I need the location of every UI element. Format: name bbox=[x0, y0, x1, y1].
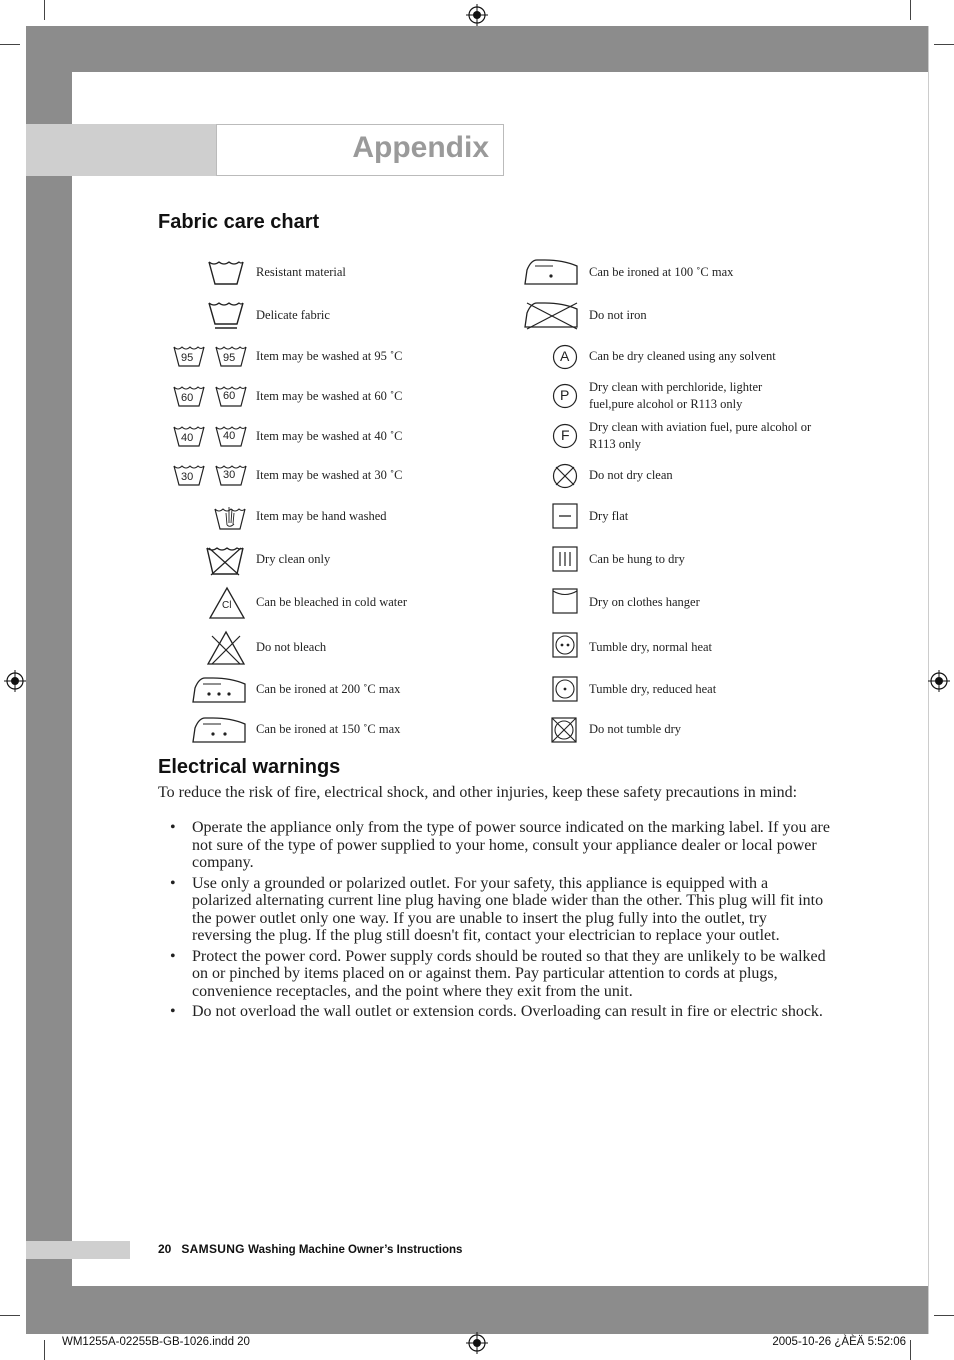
do-not-iron-icon bbox=[523, 299, 579, 331]
list-item bbox=[158, 875, 830, 945]
care-label: Item may be washed at 30 ˚C bbox=[256, 468, 403, 482]
iron-two-dots-icon bbox=[191, 716, 247, 744]
footer-band bbox=[26, 1241, 130, 1259]
wash-temperature: 30 bbox=[223, 469, 236, 481]
bullet: • bbox=[170, 1003, 176, 1020]
title-band bbox=[26, 124, 216, 176]
wash-temperature: 95 bbox=[223, 352, 236, 364]
circle-p-icon bbox=[552, 383, 578, 409]
hand-wash-icon bbox=[214, 501, 246, 531]
bullet: • bbox=[170, 947, 176, 965]
warning-text: Operate the appliance only from the type of power source indicated on the marking label. If you are not sure of the type of power supplied to your home, consult your appliance dealer or local power company. bbox=[192, 819, 830, 871]
hang-dry-icon bbox=[552, 546, 578, 572]
care-label: Can be ironed at 150 ˚C max bbox=[256, 722, 401, 736]
solvent-letter: F bbox=[561, 427, 570, 443]
care-label: Do not iron bbox=[589, 308, 647, 322]
care-label: Delicate fabric bbox=[256, 308, 330, 322]
care-label: Can be ironed at 200 ˚C max bbox=[256, 682, 401, 696]
wash-40-icon bbox=[215, 424, 247, 448]
care-label: Dry on clothes hanger bbox=[589, 595, 700, 609]
warning-text: Protect the power cord. Power supply cords should be routed so that they are unlikely to be walked on or pinched by items placed on or against them. Pay particular attention to cords at plugs, convenience receptacles, and the point where they exit from the unit. bbox=[192, 947, 826, 1000]
care-label: Do not bleach bbox=[256, 640, 327, 654]
crop-mark bbox=[910, 1340, 911, 1360]
crop-mark bbox=[934, 44, 954, 45]
solvent-letter: A bbox=[560, 348, 570, 364]
care-label: Resistant material bbox=[256, 265, 346, 279]
care-label: Item may be washed at 95 ˚C bbox=[256, 349, 403, 363]
warning-text: Do not overload the wall outlet or extension cords. Overloading can result in fire or electric shock. bbox=[192, 1003, 823, 1020]
washtub-underline-icon bbox=[207, 299, 245, 331]
bullet: • bbox=[170, 819, 176, 836]
care-label: Dry flat bbox=[589, 509, 629, 523]
wash-95-icon bbox=[173, 344, 205, 368]
care-label: Item may be washed at 40 ˚C bbox=[256, 429, 403, 443]
crop-mark bbox=[44, 0, 45, 20]
bleach-icon bbox=[208, 586, 246, 620]
care-label: Dry clean with aviation fuel, pure alcohol or R113 only bbox=[589, 420, 812, 451]
dry-flat-icon bbox=[552, 503, 578, 529]
care-label: Dry clean only bbox=[256, 552, 331, 566]
wash-temperature: 30 bbox=[181, 471, 194, 483]
left-gray-band bbox=[26, 26, 72, 1334]
list-item bbox=[158, 819, 830, 872]
care-label: Tumble dry, reduced heat bbox=[589, 682, 717, 696]
bullet: • bbox=[170, 874, 176, 892]
page-title: Appendix bbox=[352, 131, 489, 164]
wash-60-icon bbox=[215, 384, 247, 408]
circle-a-icon bbox=[552, 344, 578, 370]
list-item bbox=[158, 948, 830, 1001]
top-gray-band bbox=[26, 26, 928, 72]
registration-mark-icon bbox=[928, 670, 950, 697]
list-item bbox=[158, 1003, 830, 1021]
tumble-reduced-icon bbox=[552, 676, 578, 702]
wash-temperature: 60 bbox=[181, 392, 194, 404]
electrical-intro: To reduce the risk of fire, electrical shock, and other injuries, keep these safety precautions in mind: bbox=[158, 784, 798, 801]
solvent-letter: P bbox=[560, 387, 570, 403]
registration-mark-icon bbox=[4, 670, 26, 697]
iron-one-dot-icon bbox=[523, 258, 579, 286]
crop-mark bbox=[0, 44, 20, 45]
care-label: Can be ironed at 100 ˚C max bbox=[589, 265, 734, 279]
wash-temperature: 40 bbox=[181, 432, 194, 444]
registration-mark-icon bbox=[466, 1332, 488, 1359]
washtub-icon bbox=[207, 258, 245, 286]
care-label: Tumble dry, normal heat bbox=[589, 640, 713, 654]
wash-60-icon bbox=[173, 384, 205, 408]
care-label: Do not dry clean bbox=[589, 468, 673, 482]
slug-date: 2005-10-26 ¿ÀÈÄ 5:52:06 bbox=[772, 1336, 906, 1348]
electrical-warnings-heading: Electrical warnings bbox=[158, 756, 341, 778]
iron-three-dots-icon bbox=[191, 676, 247, 704]
page-number: 20 bbox=[158, 1242, 172, 1256]
slug-file: WM1255A-02255B-GB-1026.indd 20 bbox=[62, 1336, 250, 1348]
crop-mark bbox=[910, 0, 911, 20]
do-not-dry-clean-icon bbox=[552, 463, 578, 489]
footer-text: Washing Machine Owner’s Instructions bbox=[248, 1244, 463, 1256]
wash-temperature: 95 bbox=[181, 352, 194, 364]
crop-mark bbox=[0, 1315, 20, 1316]
title-box bbox=[216, 124, 504, 176]
wash-temperature: 60 bbox=[223, 390, 236, 402]
clothes-hanger-icon bbox=[552, 588, 578, 614]
bottom-gray-band bbox=[26, 1286, 928, 1334]
circle-f-icon bbox=[552, 423, 578, 449]
fabric-care-heading: Fabric care chart bbox=[158, 211, 320, 233]
care-label: Can be hung to dry bbox=[589, 552, 685, 566]
care-label: Can be bleached in cold water bbox=[256, 595, 407, 609]
care-label: Do not tumble dry bbox=[589, 722, 682, 736]
tumble-normal-icon bbox=[552, 632, 578, 658]
wash-temperature: 40 bbox=[223, 430, 236, 442]
care-label: Dry clean with perchloride, lighter fuel,pure alcohol or R113 only bbox=[589, 380, 763, 411]
care-label: Item may be hand washed bbox=[256, 509, 387, 523]
wash-30-icon bbox=[173, 463, 205, 487]
dry-clean-only-icon bbox=[205, 544, 245, 576]
registration-mark-icon bbox=[466, 4, 488, 31]
brand-name: SAMSUNG bbox=[181, 1242, 245, 1256]
do-not-tumble-icon bbox=[550, 716, 578, 744]
warning-text: Use only a grounded or polarized outlet. For your safety, this appliance is equipped with a polarized alternating current line plug having one blade wider than the other. This plug will fit into the power outlet only one way. If you are unable to insert the plug fully into the outlet, try reversing the plug. If the plug still doesn't fit, contact your electrician to replace your outlet. bbox=[192, 874, 824, 944]
warnings-list bbox=[158, 819, 830, 1024]
care-label: Can be dry cleaned using any solvent bbox=[589, 349, 776, 363]
crop-mark bbox=[934, 1315, 954, 1316]
do-not-bleach-icon bbox=[206, 630, 246, 666]
crop-mark bbox=[44, 1340, 45, 1360]
wash-95-icon bbox=[215, 344, 247, 368]
wash-40-icon bbox=[173, 424, 205, 448]
wash-30-icon bbox=[215, 463, 247, 487]
care-label: Item may be washed at 60 ˚C bbox=[256, 389, 403, 403]
bleach-mark: Cl bbox=[222, 600, 232, 611]
page-footer bbox=[158, 1242, 462, 1256]
